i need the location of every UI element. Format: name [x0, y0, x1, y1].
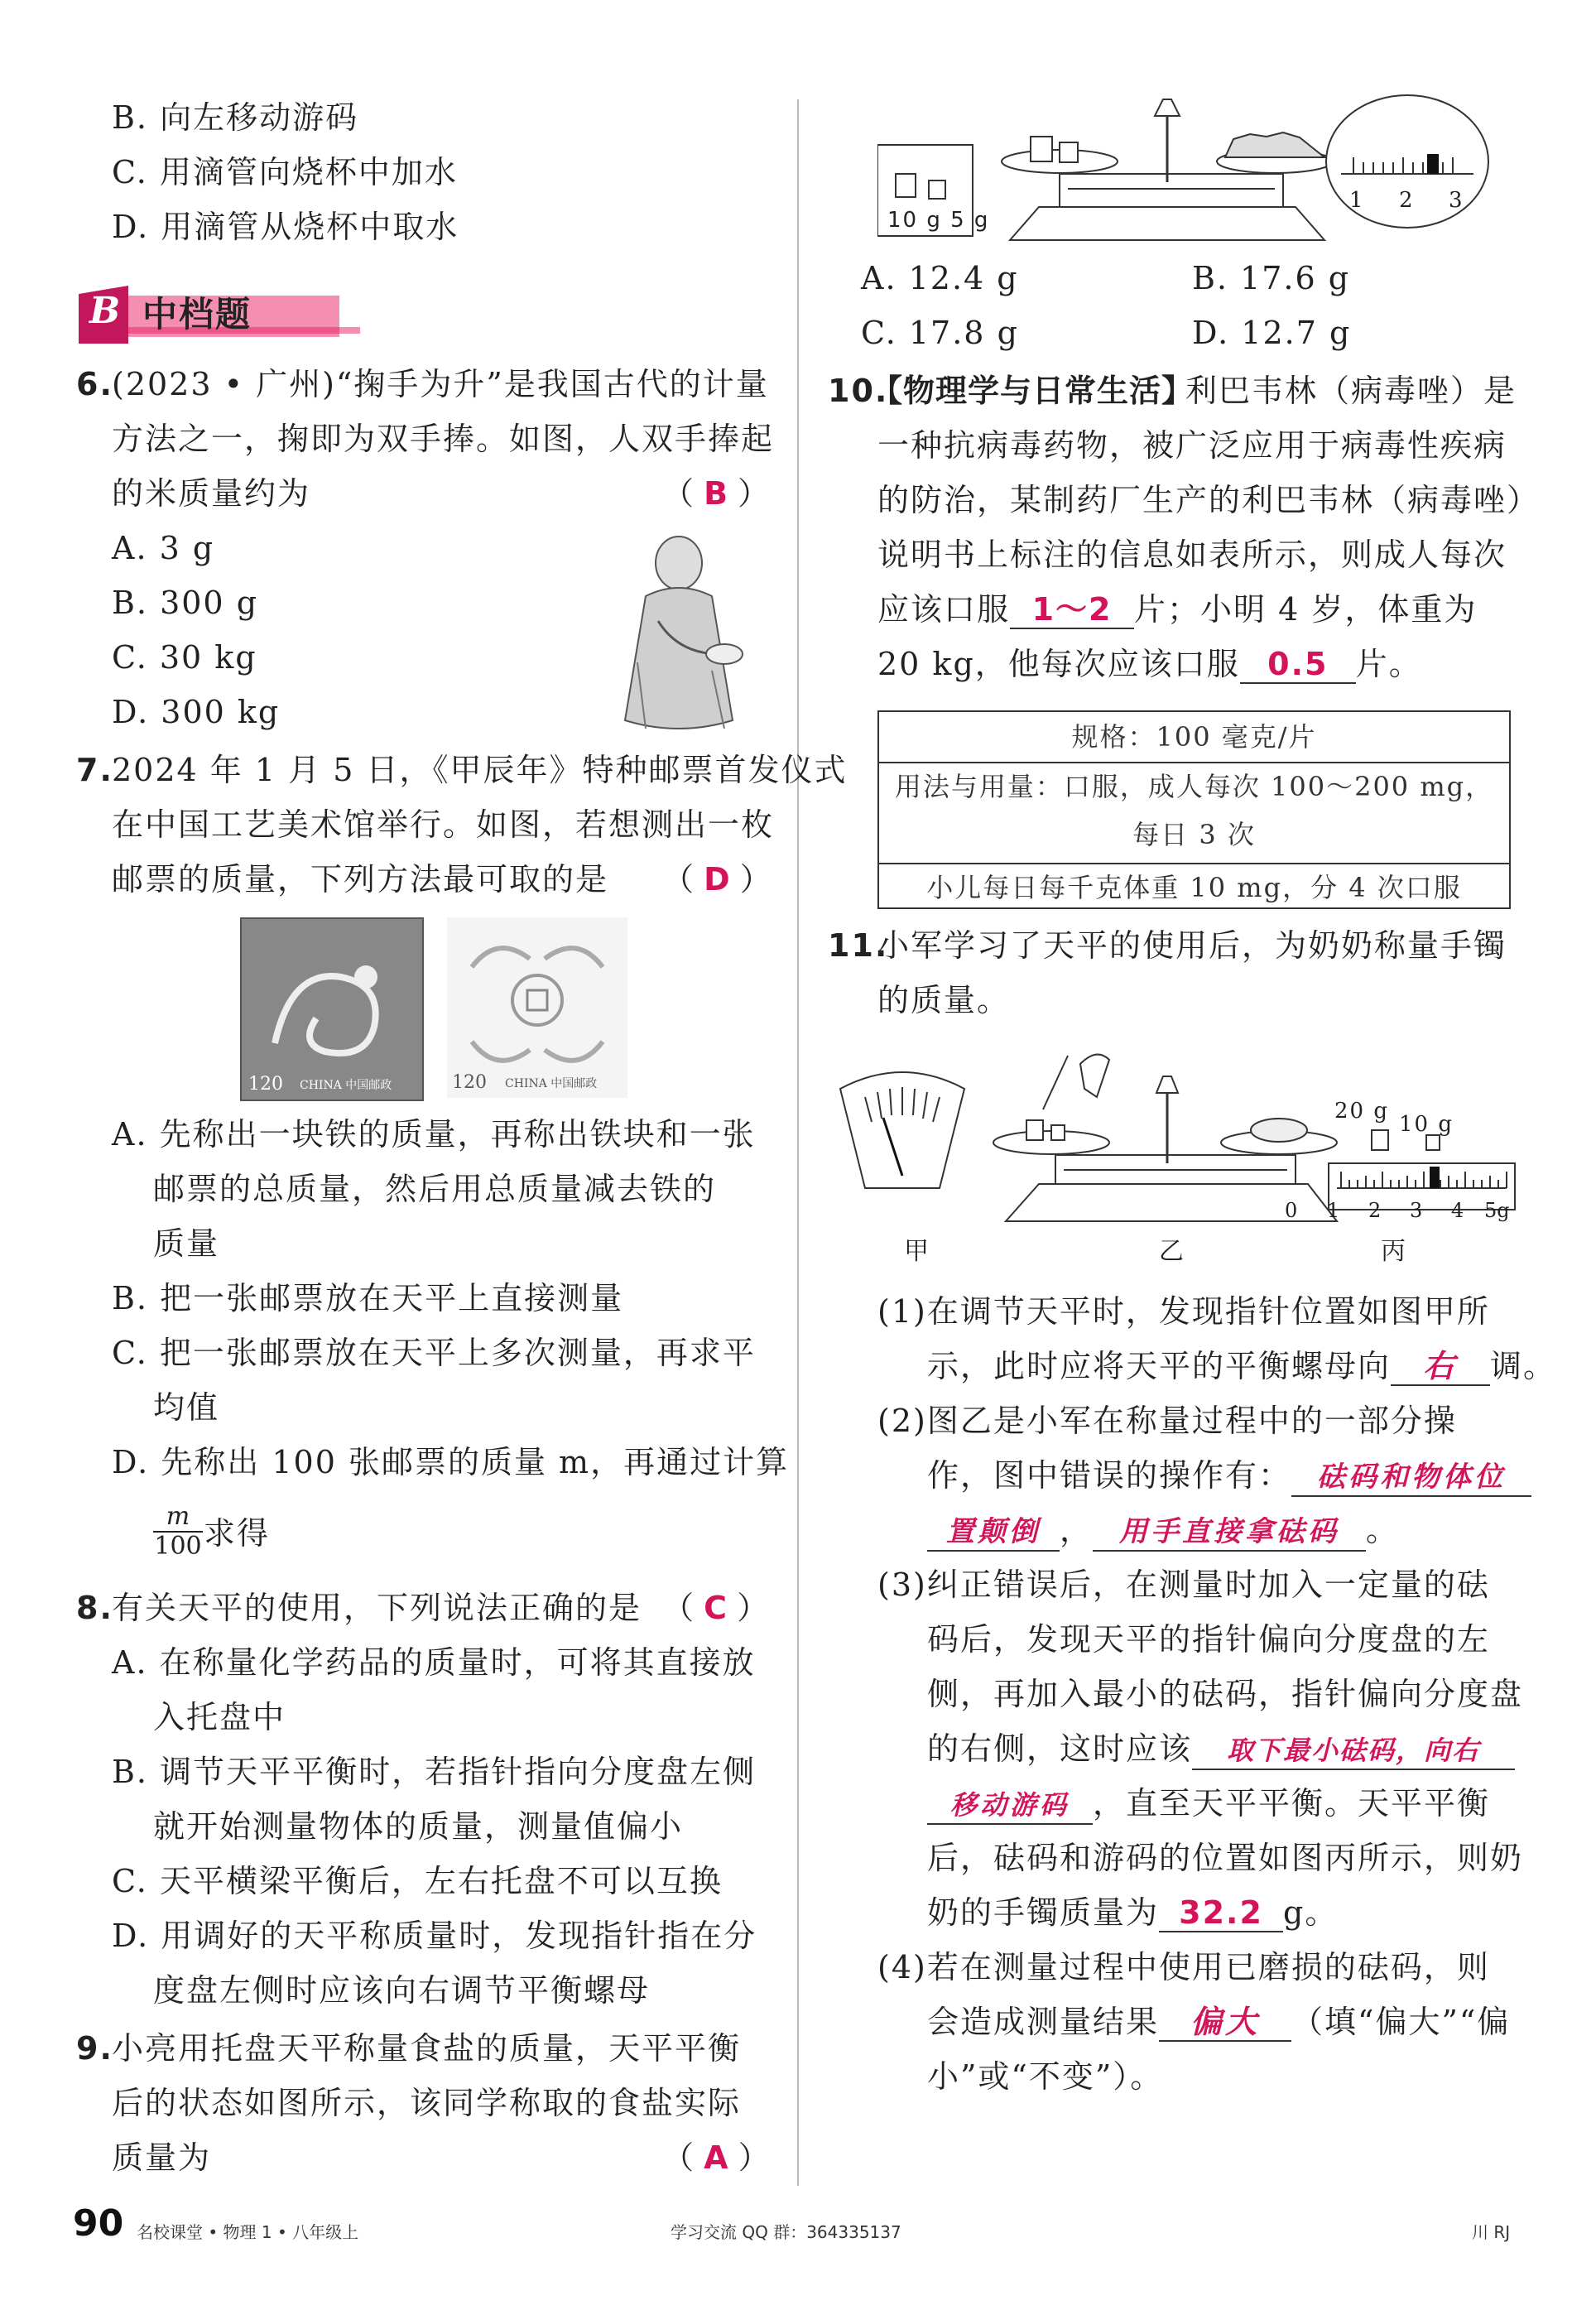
q5-option-c: C. 用滴管向烧杯中加水: [112, 154, 458, 190]
q11-p4-blank: 偏大: [1159, 2004, 1291, 2042]
column-divider: [797, 99, 799, 2186]
q8-option-a-1: A. 在称量化学药品的质量时，可将其直接放: [112, 1644, 756, 1681]
q7-line-1: 2024 年 1 月 5 日，《甲辰年》特种邮票首发仪式: [112, 752, 848, 788]
q9-option-b: B. 17.6 g: [1192, 260, 1351, 296]
q10-line-6: [877, 644, 1422, 684]
weight-20g-icon: [1372, 1130, 1388, 1150]
q9-tick-2: 2: [1399, 188, 1415, 213]
q7-line-2: 在中国工艺美术馆举行。如图，若想测出一枚: [112, 806, 775, 843]
balance-base: [1010, 207, 1324, 240]
q9-tick-1: 1: [1349, 188, 1365, 213]
q6-option-b: B. 300 g: [112, 585, 259, 621]
q6-answer-paren: （ B ）: [662, 475, 770, 512]
q11-p1-line-2: [927, 1346, 1556, 1386]
q11-tick-1: 1: [1327, 1199, 1340, 1222]
q11-tick-4: 4: [1451, 1199, 1464, 1222]
q11-p3-unit: g。: [1283, 1894, 1339, 1931]
q11-p2-blank-2: 用手直接拿砝码: [1093, 1514, 1366, 1552]
q10-line-5-b: 片；小明 4 岁，体重为: [1134, 591, 1478, 628]
q10-line-3: 的防治，某制药厂生产的利巴韦林（病毒唑）: [877, 482, 1541, 518]
footer-book-title: 名校课堂 • 物理 1 • 八年级上: [137, 2222, 359, 2242]
footer-edition: 川 RJ: [1472, 2222, 1511, 2242]
q6-option-c: C. 30 kg: [112, 639, 257, 676]
q11-p3-line-3: 侧，再加入最小的砝码，指针偏向分度盘: [927, 1676, 1524, 1712]
q11-p3-text: 的右侧，这时应该: [927, 1730, 1193, 1767]
q11-p2-text: 作，图中错误的操作有：: [927, 1457, 1292, 1494]
q10-info-table: [877, 710, 1511, 909]
q8-option-a-2: 入托盘中: [153, 1699, 286, 1735]
dragon-pattern-icon: [447, 917, 627, 1098]
page-number: 90: [73, 2202, 124, 2245]
q9-option-c: C. 17.8 g: [861, 315, 1019, 351]
q11-p3-line-7: [927, 1893, 1338, 1932]
q10-line-5: [877, 590, 1477, 629]
q9-weights-label: 10 g 5 g: [887, 208, 990, 233]
q8-number: 8.: [76, 1590, 113, 1626]
stamp-value: 120: [248, 1074, 283, 1095]
q10-line-4: 说明书上标注的信息如表所示，则成人每次: [877, 537, 1507, 573]
q6-number: 6.: [76, 366, 113, 402]
q7-option-c-1: C. 把一张邮票放在天平上多次测量，再求平: [112, 1335, 756, 1371]
q11-p1-end: 调。: [1490, 1348, 1557, 1384]
q8-option-d-2: 度盘左侧时应该向右调节平衡螺母: [153, 1972, 651, 2009]
q10-line-5-a: 应该口服: [877, 591, 1011, 628]
q9-option-a: A. 12.4 g: [861, 260, 1019, 296]
q11-fig-label-yi: 乙: [1159, 1237, 1185, 1266]
table-row-adult-1: 用法与用量：口服，成人每次 100～200 mg，: [894, 771, 1494, 802]
rider-icon: [1427, 154, 1439, 174]
footer-qq-group: 学习交流 QQ 群：364335137: [671, 2222, 901, 2242]
q8-option-d-1: D. 用调好的天平称质量时，发现指针指在分: [112, 1918, 757, 1954]
q5-option-d: D. 用滴管从烧杯中取水: [112, 209, 459, 245]
q11-p3-line-2: 码后，发现天平的指针偏向分度盘的左: [927, 1621, 1491, 1658]
q11-number: 11.: [828, 927, 889, 964]
arrow-icon: [1043, 1056, 1068, 1109]
q11-p2-line-1: (2)图乙是小军在称量过程中的一部分操: [877, 1403, 1457, 1439]
q11-weight-20g: 20 g: [1334, 1099, 1389, 1124]
q10-line-2: 一种抗病毒药物，被广泛应用于病毒性疾病: [877, 427, 1507, 464]
q6-answer: B: [704, 475, 728, 512]
q6-line-2: 方法之一，掬即为双手捧。如图，人双手捧起: [112, 421, 775, 457]
q9-line-3: 质量为: [112, 2139, 212, 2176]
q7-answer: D: [704, 861, 730, 898]
q10-blank-1: 1～2: [1010, 591, 1134, 629]
q10-blank-2: 0.5: [1240, 646, 1356, 684]
q5-option-b: B. 向左移动游码: [112, 99, 359, 136]
fraction-numerator: m: [166, 1502, 190, 1531]
q11-p2-end: 。: [1366, 1512, 1400, 1548]
q10-line-6-b: 片。: [1355, 646, 1422, 682]
q9-option-d: D. 12.7 g: [1192, 315, 1352, 351]
q6-option-d: D. 300 kg: [112, 694, 281, 730]
balance-beam: [1060, 174, 1283, 207]
q11-p2-blank-1a: 砝码和物体位: [1291, 1459, 1531, 1497]
q7-stamp-light: [447, 917, 627, 1098]
q7-option-a-1: A. 先称出一块铁的质量，再称出铁块和一张: [112, 1116, 756, 1153]
q7-option-a-2: 邮票的总质量，然后用总质量减去铁的: [153, 1171, 717, 1207]
table-row-spec: 规格：100 毫克/片: [1071, 721, 1317, 753]
q11-line-2: 的质量。: [877, 982, 1011, 1018]
q11-fig-label-bing: 丙: [1381, 1237, 1407, 1266]
table-row-child: 小儿每日每千克体重 10 mg，分 4 次口服: [926, 872, 1462, 903]
q11-p4-hint: （填“偏大”“偏: [1291, 2004, 1511, 2040]
q11-p3-line-1: (3)纠正错误后，在测量时加入一定量的砝: [877, 1566, 1490, 1603]
q10-number: 10.: [828, 373, 889, 409]
q11-fig-label-jia: 甲: [904, 1237, 930, 1266]
q9-line-2: 后的状态如图所示，该同学称取的食盐实际: [112, 2085, 742, 2121]
q11-p1-line-1: (1)在调节天平时，发现指针位置如图甲所: [877, 1293, 1490, 1330]
q11-p4-line-1: (4)若在测量过程中使用已磨损的砝码，则: [877, 1949, 1490, 1985]
q11-p2-line-2: [927, 1456, 1531, 1497]
q7-option-b: B. 把一张邮票放在天平上直接测量: [112, 1280, 624, 1316]
q6-line-3: 的米质量约为: [112, 475, 311, 512]
q6-option-a: A. 3 g: [112, 530, 215, 566]
dragon-icon: [242, 919, 422, 1100]
q8-option-b-1: B. 调节天平平衡时，若指针指向分度盘左侧: [112, 1754, 757, 1790]
fraction-denominator: 100: [154, 1532, 202, 1561]
q9-line-1: 小亮用托盘天平称量食盐的质量，天平平衡: [112, 2030, 742, 2067]
q11-p3-line-5: [927, 1783, 1490, 1825]
q11-weight-10g: 10 g: [1399, 1112, 1454, 1137]
bracelet-icon: [1251, 1119, 1307, 1142]
q10-tag: 【物理学与日常生活】: [871, 373, 1195, 409]
q11-p2-line-3: [927, 1510, 1399, 1552]
stamp-value: 120: [452, 1072, 487, 1093]
q11-p3-blank-a: 取下最小砝码，向右: [1192, 1732, 1515, 1770]
q8-answer: C: [704, 1590, 727, 1626]
q10-line-1: 利巴韦林（病毒唑）是: [1185, 373, 1517, 409]
q9-number: 9.: [76, 2030, 113, 2067]
q10-line-6-a: 20 kg，他每次应该口服: [877, 646, 1240, 682]
q11-p1-text: 示，此时应将天平的平衡螺母向: [927, 1348, 1392, 1384]
rider-icon: [1430, 1167, 1440, 1188]
q11-line-1: 小军学习了天平的使用后，为奶奶称量手镯: [877, 927, 1507, 964]
q7-fraction-suffix: 求得: [204, 1515, 271, 1552]
weight-10g-icon: [896, 174, 916, 197]
q11-p3-text-3: 奶的手镯质量为: [927, 1894, 1160, 1931]
q8-answer-paren: （ C ）: [662, 1590, 769, 1626]
q11-p4-line-2: [927, 2002, 1510, 2042]
q6-figure-person-holding-rice: [588, 530, 770, 737]
q11-p3-text-2: ，直至天平平衡。天平平衡: [1093, 1785, 1491, 1822]
q8-stem: 有关天平的使用，下列说法正确的是: [112, 1590, 642, 1626]
q9-tick-3: 3: [1449, 188, 1464, 213]
q7-stamp-dark: [240, 917, 424, 1101]
q11-tick-5: 5g: [1484, 1199, 1510, 1222]
section-title: 中档题: [142, 294, 252, 334]
q11-tick-2: 2: [1368, 1199, 1382, 1222]
q11-p4-text: 会造成测量结果: [927, 2004, 1160, 2040]
q6-line-1: (2023 • 广州)“掬手为升”是我国古代的计量: [112, 366, 769, 402]
q7-option-a-3: 质量: [153, 1225, 220, 1262]
q11-p3-blank-2: 32.2: [1159, 1894, 1283, 1932]
q8-option-c: C. 天平横梁平衡后，左右托盘不可以互换: [112, 1863, 723, 1899]
q7-answer-paren: （ D ）: [662, 861, 772, 898]
q11-tick-0: 0: [1285, 1199, 1298, 1222]
q9-answer: A: [704, 2139, 728, 2176]
q7-option-d: D. 先称出 100 张邮票的质量 m，再通过计算: [112, 1444, 790, 1480]
stamp-country: CHINA 中国邮政: [300, 1079, 392, 1092]
q9-answer-paren: （ A ）: [662, 2139, 770, 2176]
stamp-country: CHINA 中国邮政: [505, 1077, 598, 1090]
q11-p2-comma: ，: [1060, 1512, 1094, 1548]
q11-p2-blank-1b: 置颠倒: [927, 1514, 1060, 1552]
q11-p3-blank-b: 移动游码: [927, 1787, 1093, 1825]
q11-p4-line-3: 小”或“不变”）。: [927, 2058, 1164, 2095]
hand-icon: [1080, 1055, 1109, 1097]
q7-number: 7.: [76, 752, 113, 788]
table-row-adult-2: 每日 3 次: [1132, 819, 1256, 850]
q7-line-3: 邮票的质量，下列方法最可取的是: [112, 861, 609, 898]
q11-p3-line-6: 后，砝码和游码的位置如图丙所示，则奶: [927, 1840, 1524, 1876]
q7-option-c-2: 均值: [153, 1389, 220, 1426]
q11-p3-line-4: [927, 1729, 1515, 1770]
q8-option-b-2: 就开始测量物体的质量，测量值偏小: [153, 1808, 684, 1845]
q11-p1-blank: 右: [1391, 1348, 1490, 1386]
q11-tick-3: 3: [1410, 1199, 1423, 1222]
salt-pile-icon: [1225, 132, 1324, 157]
q7-fraction: [153, 1503, 203, 1561]
section-letter: B: [89, 290, 123, 332]
weight-5g-icon: [929, 180, 945, 199]
